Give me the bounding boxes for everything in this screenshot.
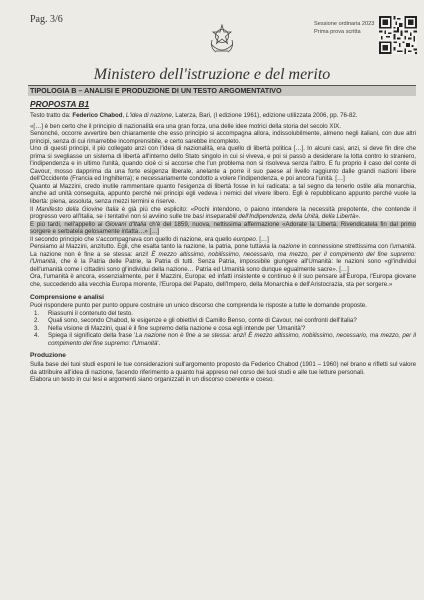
question-number: 2. <box>34 317 40 325</box>
paragraph: «[…] è ben certo che il principio di nazionalità era una gran forza, una delle idee motrici della storia del secolo XIX. <box>30 122 341 130</box>
text-run: ». <box>355 213 361 221</box>
comprehension-heading: Comprensione e analisi <box>30 293 105 301</box>
text-run: l'umanità <box>389 243 415 251</box>
paragraph: Quanto al Mazzini, credo inutile rammentare quanto l'esigenza di libertà fosse in lui radicata: a tal segno da tenerlo ostile alla monarchia, anche ad unità conseguita, appunto perché nei principi egli vedeva i nemici del vivere libero. Egli è repubblicano appunto perché vuole la libertà: piena, assoluta, senza mezzi termini e riserve. <box>30 182 416 206</box>
question-item <box>30 332 416 347</box>
question-list <box>30 310 416 348</box>
text-run: , che è la Patria delle Patrie, la Patria di tutti. Senza Patria, impossibile giungere all'Umanità: le nazioni sono «gl'individui dell'umanità come i cittadini sono gl'individui della nazione… Patria ed Umanità sono dunque egualmente sacre». […] <box>30 258 416 273</box>
proposal-title: PROPOSTA B1 <box>30 99 90 109</box>
paragraph <box>30 236 416 244</box>
source-work: L'idea di nazione <box>125 112 172 119</box>
session-line: Prima prova scritta <box>314 29 361 35</box>
paragraph: Senonché, occorre avvertire ben chiaramente che esso principio si accompagna allora, indissolubilmente, almeno negli italiani, con due altri principi, senza di cui rimarrebbe incomprensibile, e certo sarebbe incompleto. <box>30 130 416 145</box>
text-run: Manifesto della Giovine Italia <box>36 205 119 213</box>
question-text <box>48 332 416 347</box>
source-author: Federico Chabod <box>72 112 123 119</box>
text-run: È mezzo altissimo, nobilissimo, necessario, ma mezzo, per il compimento del fine supremo: l'Umanità <box>30 250 416 266</box>
production-text: Elabora un testo in cui tesi e argomenti siano organizzati in un discorso coerente e coeso. <box>30 376 275 384</box>
text-run: è già più che esplicito: «Pochi intendono, o paiono intendere la necessità prepotente, che contende il progresso vero all'Italia, se i tentativi non si avviino sulle tre <box>30 205 416 221</box>
question-item <box>30 325 416 333</box>
question-text: Quali sono, secondo Chabod, le esigenze e gli obiettivi di Camillo Benso, conte di Cavour, nei confronti dell'Italia? <box>48 317 357 325</box>
text-run: . […] <box>255 235 269 243</box>
text-run: La nazione non è fine a se stessa: anzi! È mezzo altissimo, nobilissimo, necessario, ma mezzo, per il compimento del fine supremo: l'Umanità <box>48 332 416 347</box>
qr-code-icon <box>379 16 417 54</box>
source-separator: , <box>122 112 126 119</box>
page-number: Pag. 3/6 <box>30 14 63 25</box>
source-citation <box>30 112 416 120</box>
paragraph: Ora, l'umanità è ancora, essenzialmente, per il Mazzini, Europa: ed infatti insistente e continuo è il suo pensare all'Europa, l'Europa giovane che, succedendo alla vecchia Europa morente, l'Europa del Papato, dell'Impero, della Monarchia e dell'Aristocrazia, sta per sorgere.» <box>30 273 416 289</box>
paragraph: Uno di questi principi, il più collegato anzi con l'idea di nazionalità, era quello di libertà politica […]. In alcuni casi, anzi, si deve fin dire che prima si svegliasse un sistema di libertà all'interno dello Stato singolo in cui si viveva, e poi si passò a desiderare la lotta contro lo straniero, l'indipendenza e in ultimo l'unità, quando cioè ci si accorse che l'un problema non si risolveva senza l'altro. E fu proprio il caso del conte di Cavour, mosso dapprima da una forte esigenza liberale, anelante a porre il suo paese al livello raggiunto dalle grandi nazioni libere dell'Occidente (Francia ed Inghilterra); e necessariamente condotto a volere l'indipendenza, e poi ancora l'unità. […] <box>30 145 416 183</box>
document-body <box>30 112 416 384</box>
republic-emblem-icon <box>207 22 237 56</box>
text-run: basi inseparabili dell'Indipendenza, della Unità, della Libertà <box>192 213 356 221</box>
text-run: E più tardi, nell'appello ai <box>30 220 106 228</box>
source-details: , Laterza, Bari, (I edizione 1961), edizione utilizzata 2006, pp. 76-82. <box>171 112 358 119</box>
production-text: Sulla base dei tuoi studi esponi le tue considerazioni sull'argomento proposto da Federico Chabod (1901 – 1960) nel brano e rifletti sul valore da attribuire all'idea di nazione, facendo riferimento a quanto hai appreso nel corso dei tuoi studi e alle tue letture personali. <box>30 360 416 376</box>
text-run: . La nazione non è fine a se stessa: anzi! <box>30 243 416 258</box>
question-item <box>30 310 416 318</box>
production-heading: Produzione <box>30 352 66 360</box>
session-line: Sessione ordinaria 2023 <box>314 21 375 27</box>
comprehension-intro: Puoi rispondere punto per punto oppure costruire un unico discorso che comprenda le risposte a tutte le domande proposte. <box>30 302 367 310</box>
paragraph <box>30 243 416 273</box>
text-run: nazione <box>278 243 300 251</box>
text-run: ch'è del 1859, nuova, nettissima affermazione «Adorate la Libertà. Rivendicatela fin dal primo sorgere e serbatela gelosamente intatta…» […] <box>30 220 416 236</box>
question-item <box>30 317 416 325</box>
question-number: 3. <box>34 324 40 332</box>
question-text: Nella visione di Mazzini, qual è il fine supremo della nazione e cosa egli intende per 'Umanità'? <box>48 324 306 332</box>
question-text: Riassumi il contenuto del testo. <box>48 309 133 317</box>
text-run: in connessione strettissima con <box>300 243 390 251</box>
session-info <box>314 20 374 36</box>
text-run: Giovani d'Italia <box>105 220 147 228</box>
section-title: TIPOLOGIA B – ANALISI E PRODUZIONE DI UN TESTO ARGOMENTATIVO <box>28 86 416 96</box>
text-run: Spiega il significato della frase ' <box>48 332 136 340</box>
text-run: Il <box>30 205 37 213</box>
source-prefix: Testo tratto da: <box>30 112 73 119</box>
text-run: '. <box>157 339 161 347</box>
text-run: Pensiamo al Mazzini, anzitutto. Egli, che esalta tanto la nazione, la patria, pone tuttavia la <box>30 243 279 251</box>
question-number: 4. <box>34 332 40 340</box>
text-run: europeo <box>233 235 256 243</box>
ministry-heading: Ministero dell'istruzione e del merito <box>93 66 331 83</box>
text-run: Il secondo principio che s'accompagnava con quello di nazione, era quello <box>30 235 234 243</box>
paragraph <box>30 221 416 236</box>
question-number: 1. <box>34 309 40 317</box>
paragraph <box>30 206 416 221</box>
